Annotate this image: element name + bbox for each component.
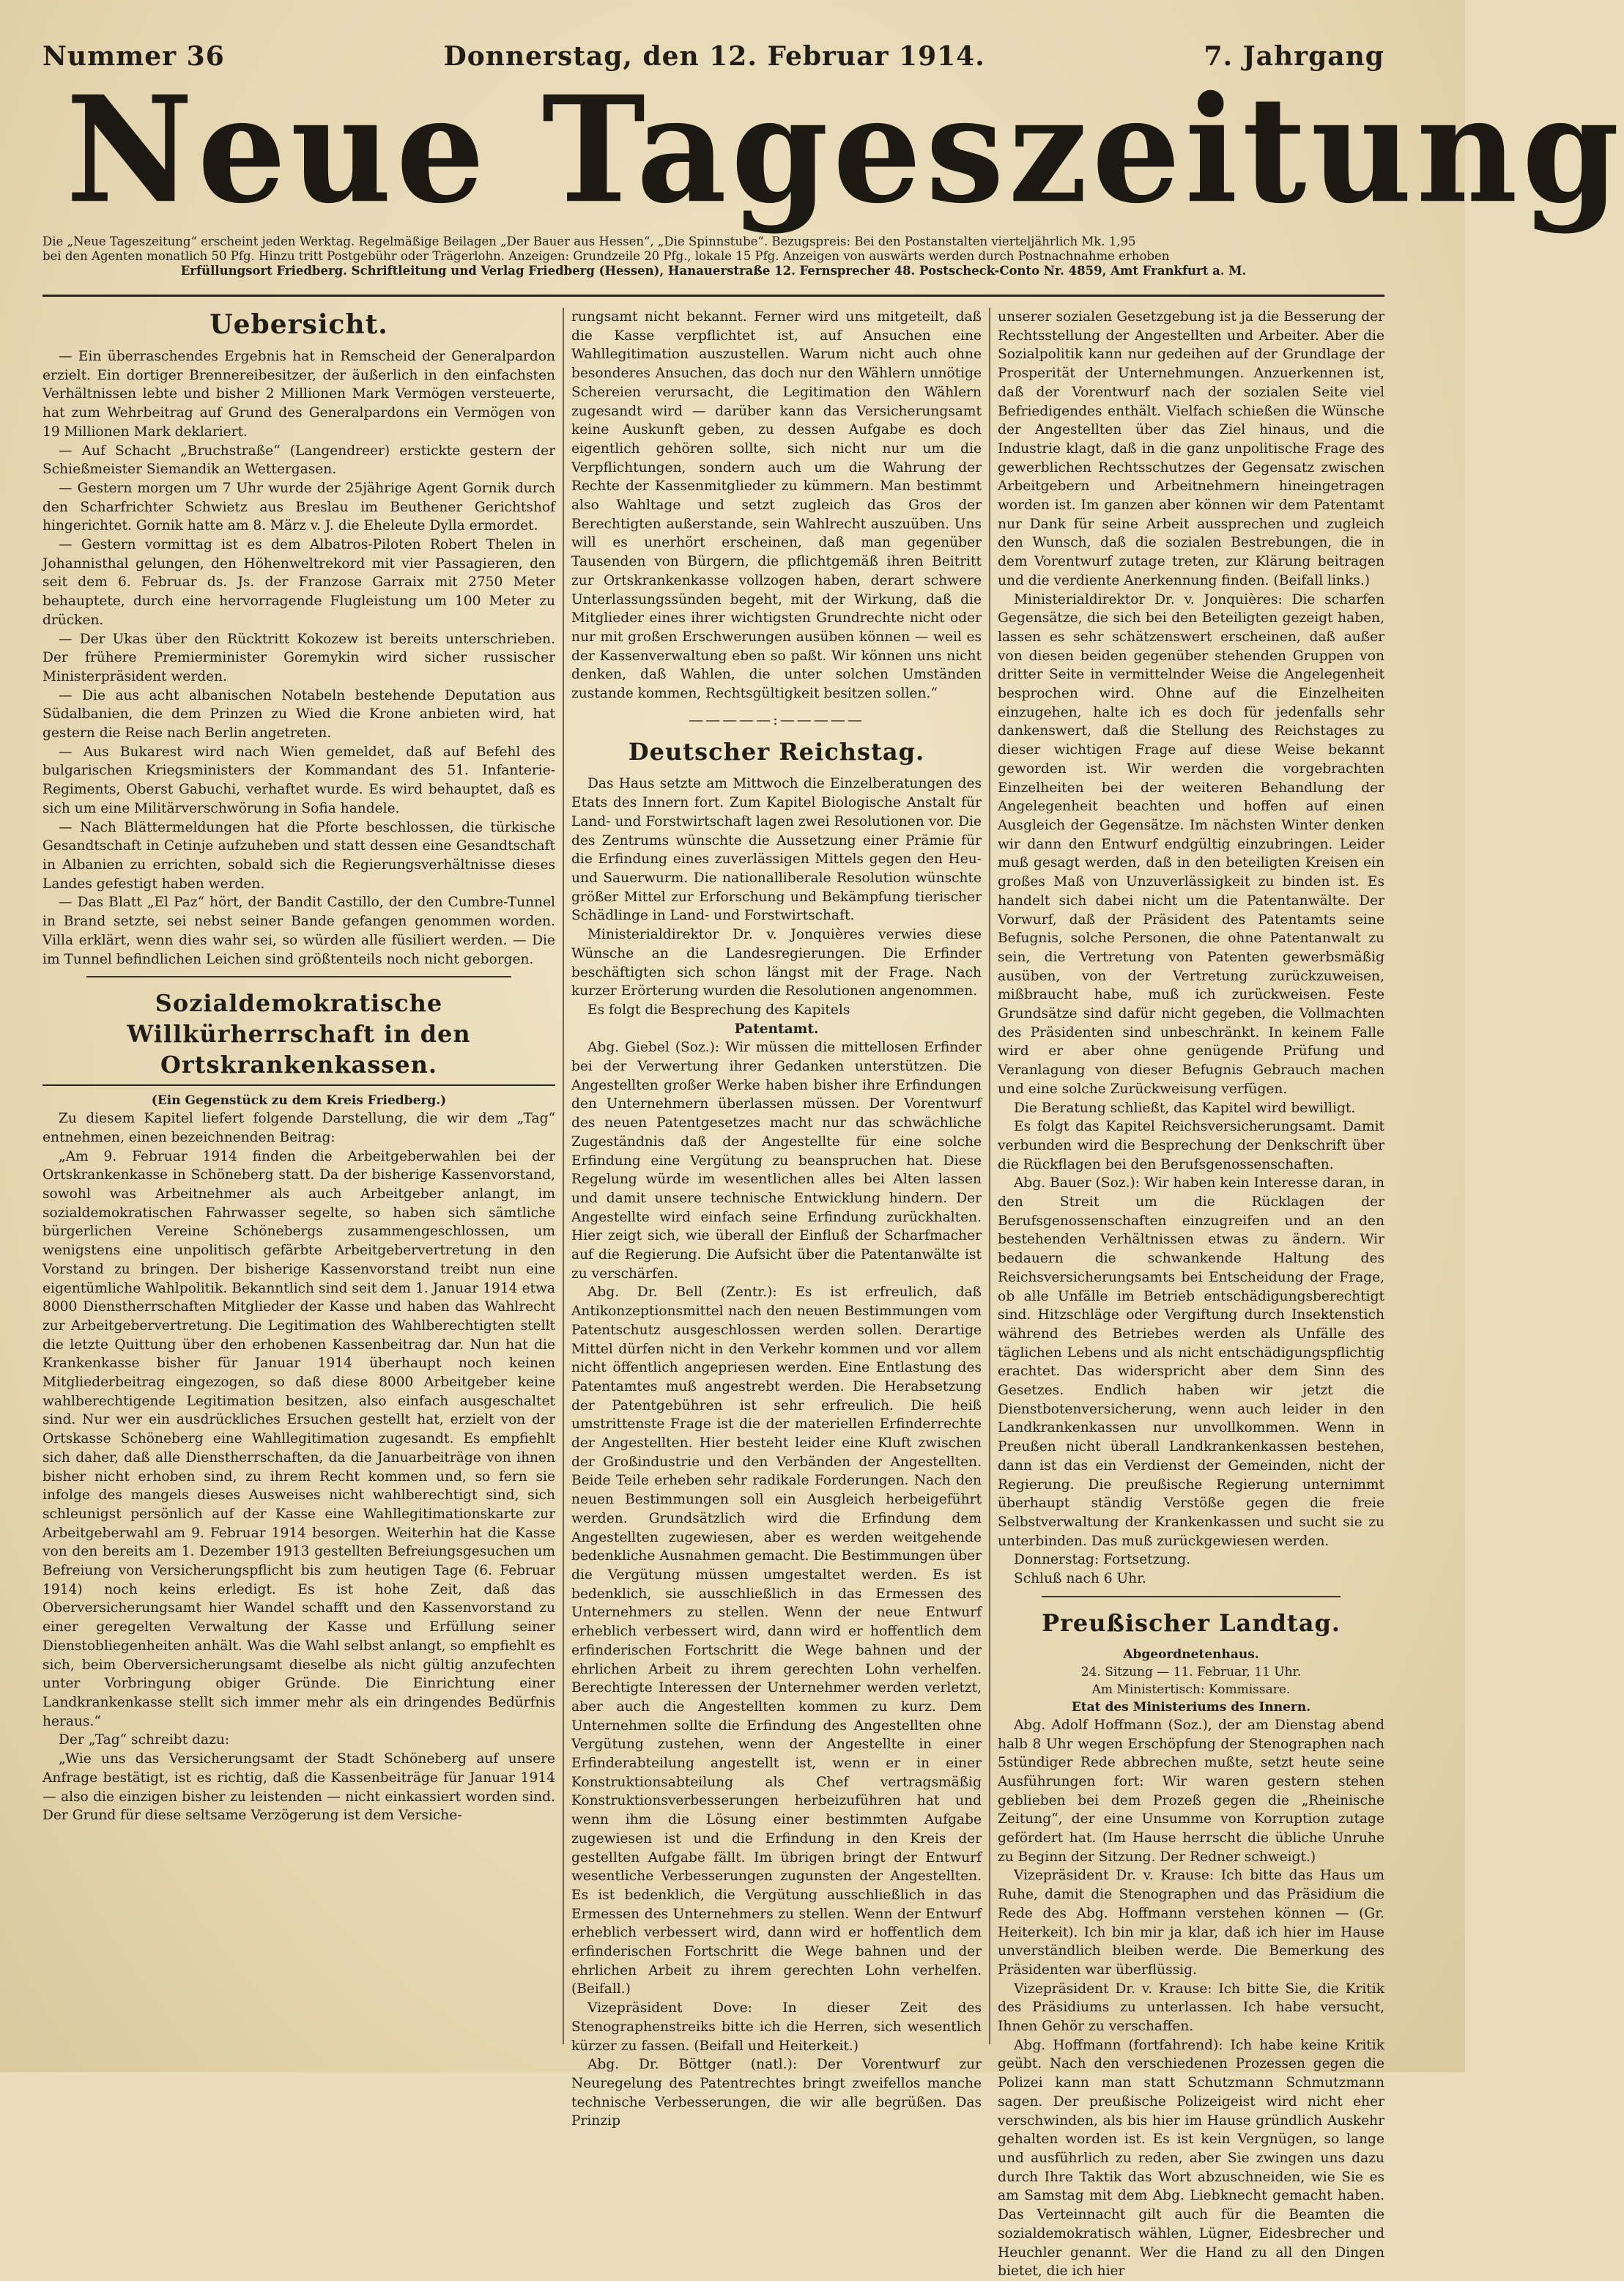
landtag-heading: Preußischer Landtag.	[1041, 1608, 1341, 1637]
article-paragraph: Ministerialdirektor Dr. v. Jonquières: Die scharfen Gegensätze, die sich bei den Beteiligten gezeigt haben, lassen es sehr schätzenswert erscheinen, daß außer von diesen beiden gegenüber stehenden Gruppen von dritter Seite in vermittelnder Weise die Angelegenheit besprochen wird. Ohne auf die Einzelheiten einzugehen, halte ich es doch für jedenfalls sehr dankenswert, daß die Stellung des Reichstages zu dieser wichtigen Frage auf diese Weise bekannt geworden ist. Wir werden die vorgebrachten Einzelheiten bei der weiteren Behandlung der Angelegenheit beachten und hoffen auf einen Ausgleich der Gegensätze. Im nächsten Winter denken wir dann den Entwurf endgültig einzubringen. Leider muß gesagt werden, daß in den beteiligten Kreisen ein großes Maß von Unzuverlässigkeit zu binden ist. Es handelt sich dabei nicht um die Patentanwälte. Der Vorwurf, daß der Präsident des Patentamts seine Befugnis, solche Personen, die ohne Patentanwalt zu sein, die Vertretung von Patenten gewerbsmäßig ausüben, von der Vertretung zurückzuweisen, mißbraucht habe, muß ich zurückweisen. Feste Grundsätze sind dafür nicht gegeben, die Vollmachten des Präsidenten sind unbeschränkt. In keinem Falle wird er aber ohne genügende Prüfung und Veranlagung von dieser Befugnis Gebrauch machen und eine solche Zurückweisung verfügen.	[998, 591, 1384, 1097]
article-paragraph: Donnerstag: Fortsetzung.	[1014, 1552, 1191, 1568]
article-paragraph: Vizepräsident Dr. v. Krause: Ich bitte das Haus um Ruhe, damit die Stenographen und das Präsidium die Rede des Abg. Hoffmann verstehen können — (Gr. Heiterkeit). Ich bin mir ja klar, daß ich hier im Hause unverständlich bleiben werde. Die Bemerkung des Präsidenten war überflüssig.	[998, 1868, 1384, 1978]
minister-table-line: Am Ministertisch: Kommissare.	[1091, 1682, 1291, 1697]
news-item: — Nach Blättermeldungen hat die Pforte beschlossen, die türkische Gesandtschaft in Cetinje aufzuheben und statt dessen eine Gesandtschaft in Albanien zu errichten, sobald sich die Regierungsverhältnisse dieses Landes gefestigt haben werden.	[42, 819, 555, 892]
article-paragraph: Abg. Dr. Böttger (natl.): Der Vorentwurf zur Neuregelung des Patentrechtes bringt zweifellos manche technische Verbesserungen, die wir alle begrüßen. Das Prinzip	[571, 2057, 982, 2129]
landtag-subheading: Abgeordnetenhaus.	[1123, 1646, 1259, 1662]
news-item: — Der Ukas über den Rücktritt Kokozew ist bereits unterschrieben. Der frühere Premierminister Goremykin wird sicher russischer Ministerpräsident werden.	[42, 631, 555, 684]
article-paragraph: Der „Tag“ schreibt dazu:	[59, 1732, 230, 1748]
issue-volume: 7. Jahrgang	[1204, 41, 1384, 72]
column-3	[998, 308, 1384, 2280]
article-paragraph: „Am 9. Februar 1914 finden die Arbeitgeberwahlen bei der Ortskrankenkasse in Schöneberg statt. Da der bisherige Kassenvorstand, sowohl was Arbeitnehmer als auch Arbeitgeber anlangt, im sozialdemokratischen Fahrwasser segelte, so haben sich sämtliche bürgerlichen Vereine Schönebergs zusammengeschlossen, um wenigstens eine unpolitisch gefärbte Arbeitgebervertretung in den Vorstand zu bringen. Der bisherige Kassenvorstand treibt nun eine eigentümliche Wahlpolitik. Bekanntlich sind seit dem 1. Januar 1914 etwa 8000 Dienstherrschaften Mitglieder der Kasse und haben das Wahlrecht zur Arbeitgebervertretung. Die Legitimation des Wahlberechtigten stellt die letzte Quittung über den erhobenen Kassenbeitrag dar. Nun hat die Krankenkasse bisher für Januar 1914 überhaupt noch keinen Mitgliederbeitrag eingezogen, so daß diese 8000 Arbeitgeber keine wahlberechtigende Legitimation besitzen, also einfach ausgeschaltet sind. Nur wer ein ausdrückliches Ersuchen gestellt hat, erzielt von der Ortskasse Schöneberg eine Wahllegitimation zugesandt. Es empfiehlt sich daher, daß alle Dienstherrschaften, da die Januarbeiträge von ihnen bisher nicht erhoben sind, zu ihrem Recht kommen und, so fern sie infolge des mangels dieses Ausweises nicht wahlberechtigt sind, sich schleunigst persönlich auf der Kasse eine Wahllegitimationskarte zur Arbeitgeberwahl am 9. Februar 1914 besorgen. Weiterhin hat die Kasse von den bereits am 1. Dezember 1913 gestellten Befreiungsgesuchen um Befreiung von Versicherungspflicht bis zum heutigen Tage (6. Februar 1914) noch keins erledigt. Es ist hohe Zeit, daß das Oberversicherungsamt hier Wandel schafft und den Kassenvorstand zu einer geregelten Verwaltung der Kasse und Erfüllung seiner Dienstobliegenheiten anhält. Was die Wahl selbst anlangt, so empfiehlt es sich, beim Oberversicherungsamt dieselbe als nicht gültig anzufechten unter Vorbringung obiger Gründe. Die Einrichtung einer Landkrankenkasse stellt sich immer mehr als ein dringendes Bedürfnis heraus.“	[42, 1148, 555, 1729]
news-item: — Gestern morgen um 7 Uhr wurde der 25jährige Agent Gornik durch den Scharfrichter Schwietz aus Breslau im Beuthener Gerichtshof hingerichtet. Gornik hatte am 8. März v. J. die Eheleute Dylla ermordet.	[42, 480, 555, 534]
info-line-2: bei den Agenten monatlich 50 Pfg. Hinzu tritt Postgebühr oder Trägerlohn. Anzeigen: Grundzeile 20 Pfg., lokale 15 Pfg. Anzeigen von auswärts werden durch Postnachnahme erhoben	[42, 249, 1170, 263]
article-paragraph: rungsamt nicht bekannt. Ferner wird uns mitgeteilt, daß die Kasse verpflichtet ist, auf Ansuchen eine Wahllegitimation auszustellen. Warum nicht auch ohne besonderes Ansuchen, das doch nur den Wählern unnötige Schereien verursacht, die Legitimation den Wählern zugesandt wird — darüber kann das Versicherungsamt keine Auskunft geben, zu dessen Aufgabe es doch eigentlich gehören sollte, sich nicht nur um die Verpflichtungen, sondern auch um die Wahrung der Rechte der Kassenmitglieder zu kümmern. Man bestimmt also Wahltage und setzt zugleich das Gros der Berechtigten außerstande, sein Wahlrecht auszuüben. Uns will es unerhört erscheinen, daß man gegenüber Tausenden von Bürgern, die pflichtgemäß ihren Beitritt zur Ortskrankenkasse vollzogen haben, derart schwere Unterlassungssünden begeht, mit der Wirkung, daß die Mitglieder eines ihrer wichtigsten Grundrechte nicht oder nur mit großen Erschwerungen ausüben können — weil es der Kassenverwaltung eben so paßt. Wir können uns nicht denken, daß Wahlen, die unter solchen Umständen zustande kommen, Rechtsgültigkeit besitzen sollen.“	[571, 309, 982, 702]
article-paragraph: Schluß nach 6 Uhr.	[1014, 1571, 1146, 1587]
masthead-title: Neue Tageszeitung	[66, 64, 1624, 236]
section-divider	[86, 976, 511, 977]
news-item: — Das Blatt „El Paz“ hört, der Bandit Castillo, der den Cumbre-Tunnel in Brand setzte, sei nebst seiner Bande gefangen genommen worden. Villa erklärt, wenn dies wahr sei, so würden alle füsiliert werden. — Die im Tunnel befindlichen Leichen sind größtenteils noch nicht geborgen.	[42, 895, 555, 967]
news-item: — Auf Schacht „Bruchstraße“ (Langendreer) erstickte gestern der Schießmeister Siemandik an Wettergasen.	[42, 443, 555, 478]
issue-number: Nummer 36	[42, 41, 225, 72]
issue-date: Donnerstag, den 12. Februar 1914.	[443, 41, 985, 72]
budget-heading: Etat des Ministeriums des Innern.	[1071, 1699, 1311, 1715]
news-item: — Die aus acht albanischen Notabeln bestehende Deputation aus Südalbanien, die dem Prinzen zu Wied die Krone anbieten wird, hat gestern die Reise nach Berlin angetreten.	[42, 687, 555, 742]
reichstag-heading: Deutscher Reichstag.	[628, 738, 925, 766]
article-paragraph: Es folgt das Kapitel Reichsversicherungsamt. Damit verbunden wird die Besprechung der Denkschrift über die Rückflagen bei den Berufsgenossenschaften.	[998, 1119, 1384, 1172]
news-item: — Ein überraschendes Ergebnis hat in Remscheid der Generalpardon erzielt. Ein dortiger Brennereibesitzer, der äußerlich in den einfachsten Verhältnissen lebte und bisher 2 Millionen Mark Vermögen versteuerte, hat zum Wehrbeitrag auf Grund des Generalpardons ein Vermögen von 19 Millionen Mark deklariert.	[42, 349, 555, 440]
article-paragraph: Abg. Bauer (Soz.): Wir haben kein Interesse daran, in den Streit um die Rücklagen der Berufsgenossenschaften einzugreifen und an den bestehenden Verhältnissen etwas zu ändern. Wir bedauern die schwankende Haltung des Reichsversicherungsamts bei Entscheidung der Frage, ob alle Unfälle im Betrieb entschädigungsberechtigt sind. Hitzschläge oder Vergiftung durch Insektenstich während des Betriebes werden als Unfälle des täglichen Lebens und als nicht entschädigungspflichtig erachtet. Das widerspricht aber dem Sinn des Gesetzes. Endlich haben wir jetzt die Dienstbotenversicherung, wenn auch leider in den Landkrankenkassen nur unvollkommen. Wenn in Preußen nicht überall Landkrankenkassen bestehen, dann ist das ein Verdienst der Gemeinden, nicht der Regierung. Die preußische Regierung unternimmt überhaupt ständig Verstöße gegen die freie Selbstverwaltung der Krankenkassen und sucht sie zu unterbinden. Das muß zurückgewiesen werden.	[998, 1175, 1384, 1549]
column-1	[42, 308, 555, 2044]
article-paragraph: Abg. Hoffmann (fortfahrend): Ich habe keine Kritik geübt. Nach den verschiedenen Prozessen gegen die Polizei kann man statt Schutzmann Schmutzmann sagen. Der preußische Polizeigeist wird nicht eher verschwinden, als bis hier im Hause gründlich Auskehr gehalten worden ist. Es ist kein Vergnügen, so lange und ausführlich zu reden, aber Sie zwingen uns dazu durch Ihre Taktik das Wort abzuschneiden, wie Sie es am Samstag mit dem Abg. Liebknecht gemacht haben. Das Verteinnacht gilt auch für die Beamten die sozialdemokratisch wählen, Lügner, Eidesbrecher und Heuchler genannt. Wer die Hand zu all den Dingen bietet, die ich hier	[998, 2037, 1384, 2280]
columns	[42, 308, 1384, 2280]
article-paragraph: Ministerialdirektor Dr. v. Jonquières verwies diese Wünsche an die Landesregierungen. Die Erfinder beschäftigten sich schon längst mit der Frage. Nach kurzer Erörterung wurden die Resolutionen angenommen.	[571, 927, 982, 999]
article-heading: Sozialdemokratische Willkürherrschaft in den Ortskrankenkassen.	[42, 988, 555, 1086]
article-paragraph: Abg. Adolf Hoffmann (Soz.), der am Dienstag abend halb 8 Uhr wegen Erschöpfung der Stenographen nach 5stündiger Rede abbrechen mußte, setzt heute seine Ausführungen fort: Wir waren gestern stehen geblieben bei dem Prozeß gegen die „Rheinische Zeitung“, der eine Unsumme von Korruption zutage gefördert hat. (Im Hause herrscht die übliche Unruhe zu Beginn der Sitzung. Der Redner schweigt.)	[998, 1717, 1384, 1865]
news-item: — Aus Bukarest wird nach Wien gemeldet, daß auf Befehl des bulgarischen Kriegsministers der Kommandant des 51. Infanterie-Regiments, Oberst Gabuchi, verhaftet wurde. Es wird behauptet, daß es sich um eine Militärverschwörung in Sofia handele.	[42, 744, 555, 816]
info-line-1: Die „Neue Tageszeitung“ erscheint jeden Werktag. Regelmäßige Beilagen „Der Bauer aus Hessen“, „Die Spinnstube“. Bezugspreis: Bei den Postanstalten vierteljährlich Mk. 1,95	[42, 234, 1136, 248]
column-divider	[989, 308, 990, 2044]
article-paragraph: unserer sozialen Gesetzgebung ist ja die Besserung der Rechtsstellung der Angestellten und Arbeiter. Aber die Sozialpolitik kann nur gedeihen auf der Grundlage der Prosperität der Unternehmungen. Anzuerkennen ist, daß der Vorentwurf nach der sozialen Seite viel Befriedigendes enthält. Vielfach schießen die Wünsche der Angestellten über das Ziel hinaus, und die Industrie klagt, daß in die ganz unpolitische Frage des gewerblichen Rechtsschutzes der Gegensatz zwischen Arbeitgebern und Arbeitnehmern hineingetragen worden ist. Im ganzen aber können wir dem Patentamt nur Dank für seine Arbeit aussprechen und zugleich den Wunsch, daß die sozialen Bestrebungen, die in dem Vorentwurf zutage treten, zur Klärung beitragen und die verdiente Anerkennung finden. (Beifall links.)	[998, 309, 1384, 588]
article-paragraph: „Wie uns das Versicherungsamt der Stadt Schöneberg auf unsere Anfrage bestätigt, ist es richtig, daß die Kassenbeiträge für Januar 1914 — also die einzigen bisher zu leistenden — nicht einkassiert worden sind. Der Grund für diese seltsame Verzögerung ist dem Versiche-	[42, 1751, 555, 1824]
column-2	[571, 308, 982, 2129]
column-divider	[563, 308, 564, 2044]
section-subheading: Patentamt.	[734, 1021, 819, 1037]
article-paragraph: Vizepräsident Dove: In dieser Zeit des Stenographenstreiks bitte ich die Herren, sich wesentlich kürzer zu fassen. (Beifall und Heiterkeit.)	[571, 2000, 982, 2054]
subscription-info	[42, 234, 1384, 297]
article-paragraph: Vizepräsident Dr. v. Krause: Ich bitte Sie, die Kritik des Präsidiums zu unterlassen. Ich habe versucht, Ihnen Gehör zu verschaffen.	[998, 1981, 1384, 2035]
news-item: — Gestern vormittag ist es dem Albatros-Piloten Robert Thelen in Johannisthal gelungen, den Höhenweltrekord mit vier Passagieren, den seit dem 6. Februar ds. Js. der Franzose Garraix mit 2750 Meter behauptete, durch eine hervorragende Flugleistung um 100 Meter zu drücken.	[42, 537, 555, 628]
article-paragraph: Es folgt die Besprechung des Kapitels	[587, 1002, 850, 1018]
article-paragraph: Zu diesem Kapitel liefert folgende Darstellung, die wir dem „Tag“ entnehmen, einen bezeichnenden Beitrag:	[42, 1111, 555, 1145]
article-paragraph: Das Haus setzte am Mittwoch die Einzelberatungen des Etats des Innern fort. Zum Kapitel Biologische Anstalt für Land- und Forstwirtschaft lagen zwei Resolutionen vor. Die des Zentrums wünschte die Aussetzung einer Prämie für die Erfindung eines zuverlässigen Mittels gegen den Heu- und Sauerwurm. Die nationalliberale Resolution wünschte größer Mittel zur Erforschung und Bekämpfung tierischer Schädlinge in Land- und Forstwirtschaft.	[571, 776, 982, 924]
article-paragraph: Abg. Giebel (Soz.): Wir müssen die mittellosen Erfinder bei der Verwertung ihrer Gedanken unterstützen. Die Angestellten großer Werke haben bisher ihre Erfindungen den Unternehmern überlassen müssen. Der Vorentwurf des neuen Patentgesetzes macht nur das schwächliche Zugeständnis daß der Angestellte für eine solche Erfindung eine Vergütung zu beanspruchen hat. Diese Regelung würde im wesentlichen alles bei Alten lassen und damit unsere technische Entwicklung hindern. Der Angestellte wird einfach seine Erfindung zurückhalten. Hier zeigt sich, wie überall der Einfluß der Scharfmacher auf die Regierung. Die Aufsicht über die Patentanwälte ist zu verschärfen.	[571, 1040, 982, 1282]
section-divider	[1042, 1596, 1341, 1597]
article-paragraph: Abg. Dr. Bell (Zentr.): Es ist erfreulich, daß Antikonzeptionsmittel nach den neuen Bestimmungen vom Patentschutz ausgeschlossen werden sollen. Derartige Mittel dürfen nicht in den Verkehr kommen und vor allem nicht öffentlich angepriesen werden. Eine Entlastung des Patentamtes muß angestrebt werden. Die Herabsetzung der Patentgebühren ist sehr erfreulich. Die heiß umstrittenste Frage ist die der materiellen Erfinderrechte der Angestellten. Hier besteht leider eine Kluft zwischen der Großindustrie und den Verbänden der Angestellten. Beide Teile erheben sehr radikale Forderungen. Nach den neuen Bestimmungen soll ein Ausgleich herbeigeführt werden. Grundsätzlich wird die Erfindung dem Angestellten zugewiesen, aber es werden weitgehende bedenkliche Ausnahmen gemacht. Die Bestimmungen über die Vergütung müssen umgestaltet werden. Es ist bedenklich, sie ausschließlich in das Ermessen des Unternehmers zu stellen. Wenn der neue Entwurf erheblich verbessert wird, dann wird er hoffentlich dem erfinderischen Fortschritt die Wege bahnen und der ehrlichen Arbeit zu ihrem gerechten Lohn verhelfen. Berechtigte Interessen der Unternehmer werden verletzt, aber auch die Angestellten kommen zu kurz. Dem Unternehmen sollte die Erfindung des Angestellten ohne Vergütung zustehen, wenn der Angestellte in einer Erfinderabteilung angestellt ist, wenn er in einer Konstruktionsabteilung als Chef vertragsmäßig Konstruktionsverbesserungen herbeizuführen hat und wenn ihm die Lösung einer bestimmten Aufgabe zugewiesen ist und die Erfindung in den Kreis der gestellten Aufgabe fällt. Im übrigen bringt der Entwurf wesentliche Verbesserungen zugunsten der Angestellten. Es ist bedenklich, die Vergütung ausschließlich in das Ermessen des Unternehmers zu stellen. Wenn der Entwurf erheblich verbessert wird, dann wird er hoffentlich dem erfinderischen Fortschritt die Wege bahnen und der ehrlichen Arbeit zu ihrem gerechten Lohn verhelfen. (Beifall.)	[571, 1284, 982, 1997]
overview-heading: Uebersicht.	[210, 309, 388, 340]
article-paragraph: Die Beratung schließt, das Kapitel wird bewilligt.	[1014, 1100, 1356, 1116]
info-line-3: Erfüllungsort Friedberg. Schriftleitung und Verlag Friedberg (Hessen), Hanauerstraße 12. Fernsprecher 48. Postscheck-Conto Nr. 4859, Amt Frankfurt a. M.	[180, 264, 1247, 278]
article-subheading: (Ein Gegenstück zu dem Kreis Friedberg.)	[151, 1093, 447, 1109]
session-line: 24. Sitzung — 11. Februar, 11 Uhr.	[1080, 1664, 1302, 1679]
ornament-divider: —————:—————	[689, 710, 864, 728]
